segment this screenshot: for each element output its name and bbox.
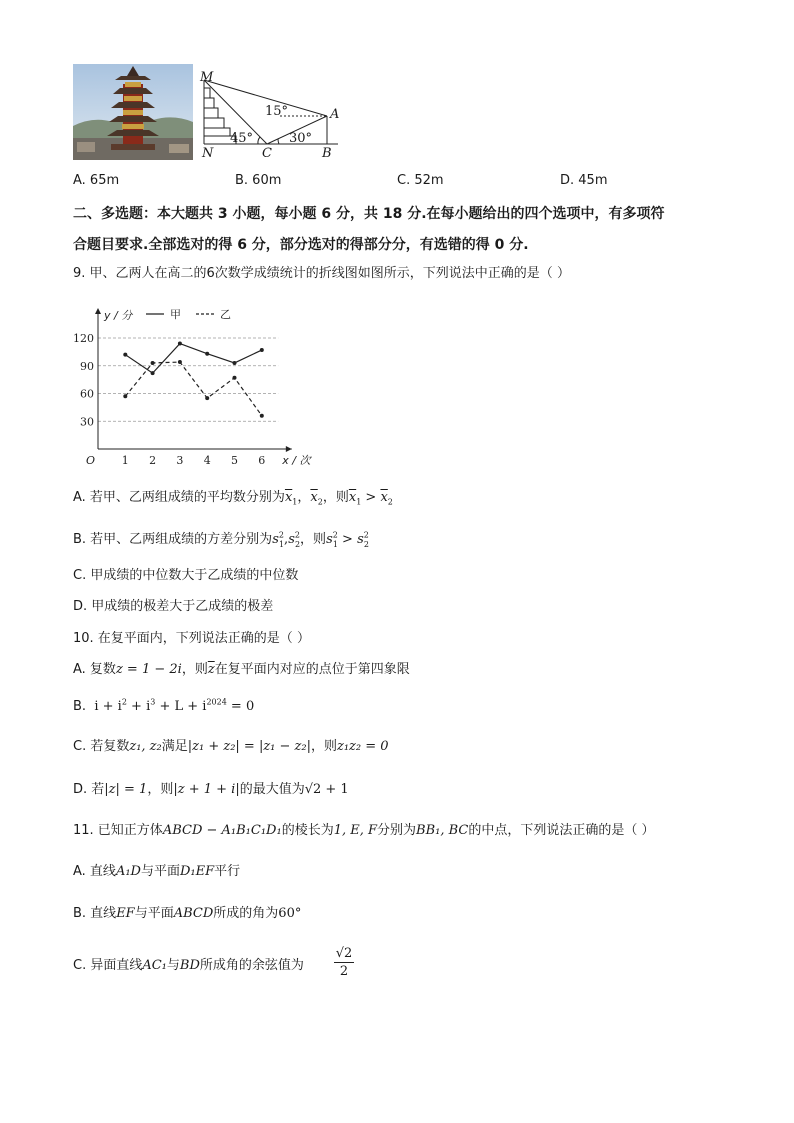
- q8-option-c: C. 52m: [397, 173, 444, 188]
- series-line-0: [125, 344, 261, 374]
- series-1-point-2: [151, 361, 155, 365]
- q10-option-c: C. 若复数z₁, z₂满足|z₁ + z₂| = |z₁ − z₂|，则z₁z₂ = 0: [73, 739, 389, 754]
- q8-option-a: A. 65m: [73, 173, 120, 188]
- q9-option-c: C. 甲成绩的中位数大于乙成绩的中位数: [73, 568, 299, 583]
- y-tick-label-90: 90: [80, 359, 94, 373]
- fraction-bar: [334, 962, 354, 963]
- fraction-denominator: 2: [339, 964, 349, 979]
- y-tick-label-60: 60: [80, 387, 94, 401]
- series-1-point-3: [178, 360, 182, 364]
- x-tick-label-2: 2: [149, 454, 157, 467]
- x-tick-label-5: 5: [231, 454, 238, 467]
- q11-option-c-fraction: [332, 946, 356, 979]
- fig-label-C: C: [262, 146, 272, 161]
- q8-option-d: D. 45m: [560, 173, 608, 188]
- y-axis-arrow: [95, 308, 101, 314]
- series-0-point-5: [233, 361, 237, 365]
- tower-photo: [73, 64, 193, 160]
- fig-label-15: 15°: [265, 104, 289, 119]
- q11-option-c: C. 异面直线AC₁与BD所成角的余弦值为: [73, 958, 304, 973]
- q9-option-d: D. 甲成绩的极差大于乙成绩的极差: [73, 599, 274, 614]
- series-line-1: [125, 362, 261, 416]
- legend-label-yi: 乙: [220, 308, 231, 321]
- q8-option-b: B. 60m: [235, 173, 282, 188]
- series-0-point-4: [205, 352, 209, 356]
- series-1-point-6: [260, 414, 264, 418]
- series-1-point-4: [205, 396, 209, 400]
- q9-stem: 9. 甲、乙两人在高二的6次数学成绩统计的折线图如图所示，下列说法中正确的是（ ）: [73, 266, 570, 281]
- origin-label: O: [86, 454, 96, 467]
- series-0-point-2: [151, 371, 155, 375]
- y-tick-label-30: 30: [80, 415, 94, 429]
- q9-option-b: B. 若甲、乙两组成绩的方差分别为$s^2_1,s^2_2$，则$s^2_1 > s^2_2$: [73, 530, 369, 549]
- fig-label-A: A: [330, 107, 340, 122]
- q9-option-a: A. 若甲、乙两组成绩的平均数分别为$\overline{x}_1$，$\overline{x}_2$，则$\overline{x}_1 > \overline{x}_2$: [73, 490, 393, 507]
- series-0-point-3: [178, 342, 182, 346]
- fig-label-M: M: [200, 70, 214, 85]
- x-tick-label-1: 1: [121, 454, 129, 467]
- x-tick-label-4: 4: [203, 454, 211, 467]
- y-axis-label: y / 分: [104, 309, 133, 322]
- fig-label-30: 30°: [289, 131, 313, 146]
- x-tick-label-3: 3: [176, 454, 184, 467]
- q10-option-b: B. $i + i^2 + i^3 + L + i^{2024} = 0$: [73, 697, 255, 714]
- section2-line2: 合题目要求.全部选对的得 6 分，部分选对的得部分分，有选错的得 0 分.: [73, 237, 529, 253]
- q11-option-a: A. 直线A₁D与平面D₁EF平行: [73, 864, 241, 879]
- x-axis-label: x / 次: [282, 454, 311, 467]
- fig-label-45: 45°: [230, 131, 254, 146]
- q10-option-d: D. 若|z| = 1，则|z + 1 + i|的最大值为√2 + 1: [73, 782, 349, 797]
- q11-stem: 11. 已知正方体ABCD − A₁B₁C₁D₁的棱长为1, E, F分别为BB₁, BC的中点，下列说法正确的是（ ）: [73, 823, 655, 838]
- legend-label-jia: 甲: [170, 308, 181, 321]
- fraction-numerator: √2: [335, 946, 353, 961]
- score-line-chart: [73, 302, 328, 472]
- y-tick-label-120: 120: [73, 332, 94, 345]
- series-1-point-5: [233, 376, 237, 380]
- q10-option-a: A. 复数z = 1 − 2i，则$\overline{z}$在复平面内对应的点位于第四象限: [73, 662, 410, 677]
- x-axis-arrow: [286, 446, 292, 452]
- series-0-point-6: [260, 348, 264, 352]
- series-0-point-1: [123, 353, 127, 357]
- series-1-point-1: [123, 394, 127, 398]
- section2-line1: 二、多选题：本大题共 3 小题，每小题 6 分，共 18 分.在每小题给出的四个选项中，有多项符: [73, 206, 665, 222]
- fig-label-N: N: [202, 146, 214, 161]
- q10-stem: 10. 在复平面内，下列说法正确的是（ ）: [73, 631, 310, 646]
- fig-label-B: B: [322, 146, 332, 161]
- x-tick-label-6: 6: [258, 454, 266, 467]
- q11-option-b: B. 直线EF与平面ABCD所成的角为60°: [73, 906, 302, 921]
